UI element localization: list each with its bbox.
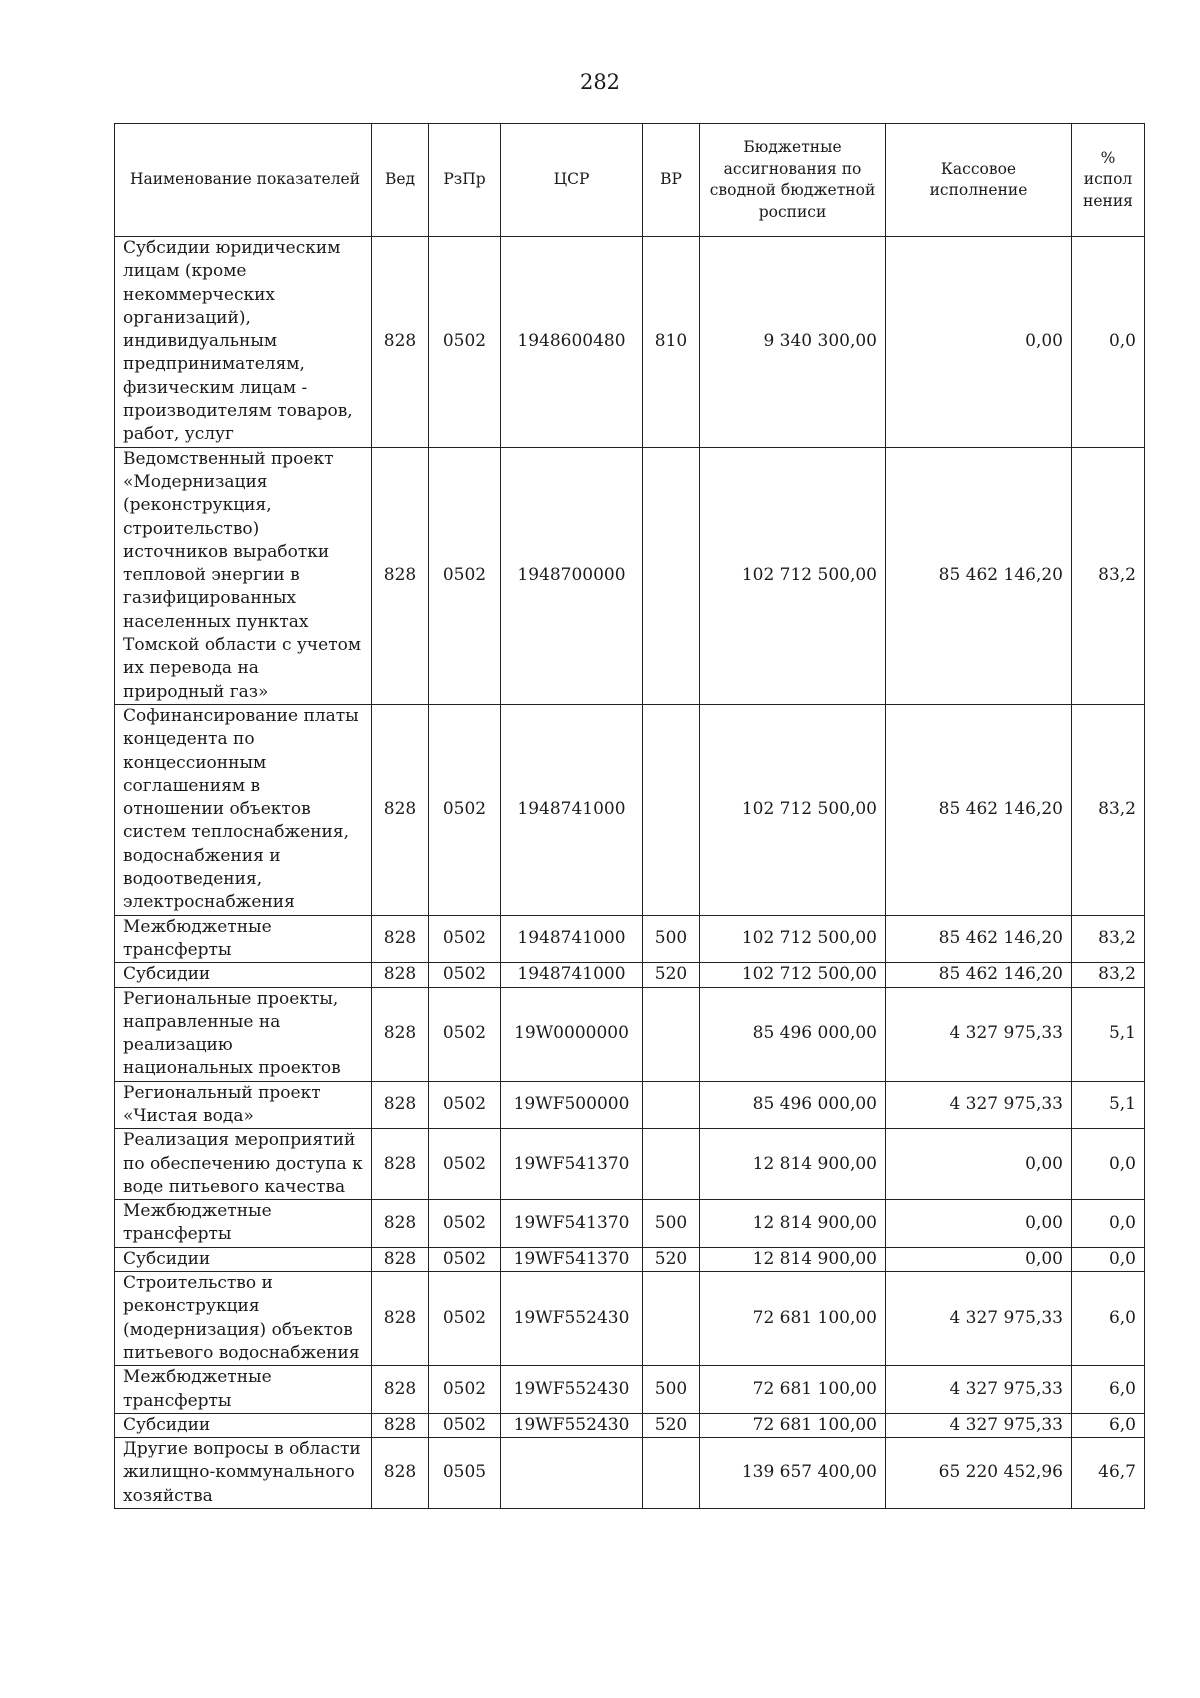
row-name: Региональные проекты, направленные на реализацию национальных проектов: [115, 987, 372, 1081]
row-budget: 139 657 400,00: [700, 1438, 886, 1509]
table-row: [115, 963, 1145, 987]
row-pct: 5,1: [1072, 987, 1145, 1081]
row-rzpr: 0502: [429, 963, 501, 987]
row-vr: [643, 1272, 700, 1366]
row-cash: 4 327 975,33: [886, 987, 1072, 1081]
row-name: Другие вопросы в области жилищно-коммунального хозяйства: [115, 1438, 372, 1509]
row-csr: 19WF541370: [501, 1247, 643, 1271]
row-budget: 12 814 900,00: [700, 1200, 886, 1248]
row-rzpr: 0502: [429, 915, 501, 963]
row-name: Межбюджетные трансферты: [115, 1366, 372, 1414]
row-ved: 828: [372, 1247, 429, 1271]
table-row: [115, 1200, 1145, 1248]
row-budget: 102 712 500,00: [700, 704, 886, 915]
table-row: [115, 1081, 1145, 1129]
row-name: Региональный проект «Чистая вода»: [115, 1081, 372, 1129]
row-pct: 5,1: [1072, 1081, 1145, 1129]
row-vr: [643, 447, 700, 704]
row-csr: 1948700000: [501, 447, 643, 704]
table-header-row: [115, 124, 1145, 237]
row-name: Субсидии: [115, 1247, 372, 1271]
row-rzpr: 0502: [429, 987, 501, 1081]
row-pct: 6,0: [1072, 1366, 1145, 1414]
row-ved: 828: [372, 987, 429, 1081]
row-vr: [643, 1129, 700, 1200]
row-vr: 810: [643, 237, 700, 448]
row-ved: 828: [372, 1129, 429, 1200]
row-cash: 85 462 146,20: [886, 704, 1072, 915]
table-row: [115, 1129, 1145, 1200]
row-name: Субсидии: [115, 963, 372, 987]
row-budget: 102 712 500,00: [700, 447, 886, 704]
row-budget: 85 496 000,00: [700, 1081, 886, 1129]
row-cash: 85 462 146,20: [886, 915, 1072, 963]
row-csr: 1948600480: [501, 237, 643, 448]
row-ved: 828: [372, 704, 429, 915]
table-row: [115, 447, 1145, 704]
table-row: [115, 237, 1145, 448]
row-ved: 828: [372, 1438, 429, 1509]
row-ved: 828: [372, 963, 429, 987]
row-vr: [643, 987, 700, 1081]
row-pct: 83,2: [1072, 447, 1145, 704]
row-vr: 520: [643, 1413, 700, 1437]
row-budget: 102 712 500,00: [700, 915, 886, 963]
row-vr: [643, 1438, 700, 1509]
row-name: Межбюджетные трансферты: [115, 915, 372, 963]
row-name: Субсидии: [115, 1413, 372, 1437]
row-pct: 46,7: [1072, 1438, 1145, 1509]
table-row: [115, 1247, 1145, 1271]
row-csr: 1948741000: [501, 915, 643, 963]
row-csr: [501, 1438, 643, 1509]
row-ved: 828: [372, 1200, 429, 1248]
table-row: [115, 1413, 1145, 1437]
row-name: Ведомственный проект «Модернизация (реконструкция, строительство) источников выработки тепловой энергии в газифицированных населенных пунктах Томской области с учетом их перевода на природный газ»: [115, 447, 372, 704]
row-cash: 0,00: [886, 1129, 1072, 1200]
row-pct: 0,0: [1072, 237, 1145, 448]
row-ved: 828: [372, 915, 429, 963]
row-ved: 828: [372, 1366, 429, 1414]
header-csr: ЦСР: [501, 124, 643, 237]
row-rzpr: 0502: [429, 1272, 501, 1366]
row-budget: 9 340 300,00: [700, 237, 886, 448]
row-pct: 83,2: [1072, 915, 1145, 963]
row-rzpr: 0502: [429, 1081, 501, 1129]
header-name: Наименование показателей: [115, 124, 372, 237]
row-rzpr: 0502: [429, 1129, 501, 1200]
row-rzpr: 0502: [429, 1366, 501, 1414]
row-cash: 65 220 452,96: [886, 1438, 1072, 1509]
page-number: 282: [579, 70, 621, 94]
row-csr: 19WF541370: [501, 1200, 643, 1248]
row-cash: 4 327 975,33: [886, 1366, 1072, 1414]
header-rzpr: РзПр: [429, 124, 501, 237]
table-row: [115, 915, 1145, 963]
row-cash: 4 327 975,33: [886, 1413, 1072, 1437]
row-budget: 72 681 100,00: [700, 1272, 886, 1366]
row-rzpr: 0502: [429, 704, 501, 915]
table-row: [115, 1366, 1145, 1414]
row-cash: 0,00: [886, 237, 1072, 448]
row-pct: 6,0: [1072, 1413, 1145, 1437]
row-cash: 0,00: [886, 1200, 1072, 1248]
row-budget: 72 681 100,00: [700, 1366, 886, 1414]
table-row: [115, 704, 1145, 915]
row-csr: 19W0000000: [501, 987, 643, 1081]
row-vr: 500: [643, 915, 700, 963]
row-csr: 1948741000: [501, 963, 643, 987]
row-name: Межбюджетные трансферты: [115, 1200, 372, 1248]
header-budget: Бюджетные ассигнования по сводной бюджетной росписи: [700, 124, 886, 237]
budget-table: [114, 123, 1145, 1509]
header-pct: % испол нения: [1072, 124, 1145, 237]
row-csr: 19WF500000: [501, 1081, 643, 1129]
row-vr: [643, 1081, 700, 1129]
row-ved: 828: [372, 447, 429, 704]
row-cash: 4 327 975,33: [886, 1081, 1072, 1129]
row-pct: 83,2: [1072, 963, 1145, 987]
row-budget: 102 712 500,00: [700, 963, 886, 987]
row-rzpr: 0505: [429, 1438, 501, 1509]
row-name: Строительство и реконструкция (модернизация) объектов питьевого водоснабжения: [115, 1272, 372, 1366]
row-csr: 19WF552430: [501, 1366, 643, 1414]
row-budget: 12 814 900,00: [700, 1247, 886, 1271]
header-ved: Вед: [372, 124, 429, 237]
row-pct: 6,0: [1072, 1272, 1145, 1366]
row-pct: 0,0: [1072, 1200, 1145, 1248]
row-budget: 12 814 900,00: [700, 1129, 886, 1200]
row-ved: 828: [372, 1413, 429, 1437]
row-csr: 19WF541370: [501, 1129, 643, 1200]
row-vr: 500: [643, 1200, 700, 1248]
row-csr: 19WF552430: [501, 1272, 643, 1366]
row-ved: 828: [372, 237, 429, 448]
row-name: Субсидии юридическим лицам (кроме некоммерческих организаций), индивидуальным предпринимателям, физическим лицам - производителям товаров, работ, услуг: [115, 237, 372, 448]
row-vr: 520: [643, 1247, 700, 1271]
row-budget: 72 681 100,00: [700, 1413, 886, 1437]
row-cash: 4 327 975,33: [886, 1272, 1072, 1366]
table-row: [115, 1272, 1145, 1366]
row-vr: 520: [643, 963, 700, 987]
row-rzpr: 0502: [429, 1200, 501, 1248]
row-ved: 828: [372, 1272, 429, 1366]
row-pct: 83,2: [1072, 704, 1145, 915]
row-rzpr: 0502: [429, 447, 501, 704]
table-row: [115, 1438, 1145, 1509]
row-rzpr: 0502: [429, 1413, 501, 1437]
row-budget: 85 496 000,00: [700, 987, 886, 1081]
header-cash: Кассовое исполнение: [886, 124, 1072, 237]
row-ved: 828: [372, 1081, 429, 1129]
row-cash: 0,00: [886, 1247, 1072, 1271]
row-rzpr: 0502: [429, 237, 501, 448]
row-csr: 19WF552430: [501, 1413, 643, 1437]
row-vr: 500: [643, 1366, 700, 1414]
header-vr: ВР: [643, 124, 700, 237]
row-pct: 0,0: [1072, 1247, 1145, 1271]
row-rzpr: 0502: [429, 1247, 501, 1271]
table-row: [115, 987, 1145, 1081]
row-cash: 85 462 146,20: [886, 963, 1072, 987]
row-name: Реализация мероприятий по обеспечению доступа к воде питьевого качества: [115, 1129, 372, 1200]
row-csr: 1948741000: [501, 704, 643, 915]
row-pct: 0,0: [1072, 1129, 1145, 1200]
row-cash: 85 462 146,20: [886, 447, 1072, 704]
row-vr: [643, 704, 700, 915]
row-name: Софинансирование платы концедента по концессионным соглашениям в отношении объектов систем теплоснабжения, водоснабжения и водоотведения, электроснабжения: [115, 704, 372, 915]
